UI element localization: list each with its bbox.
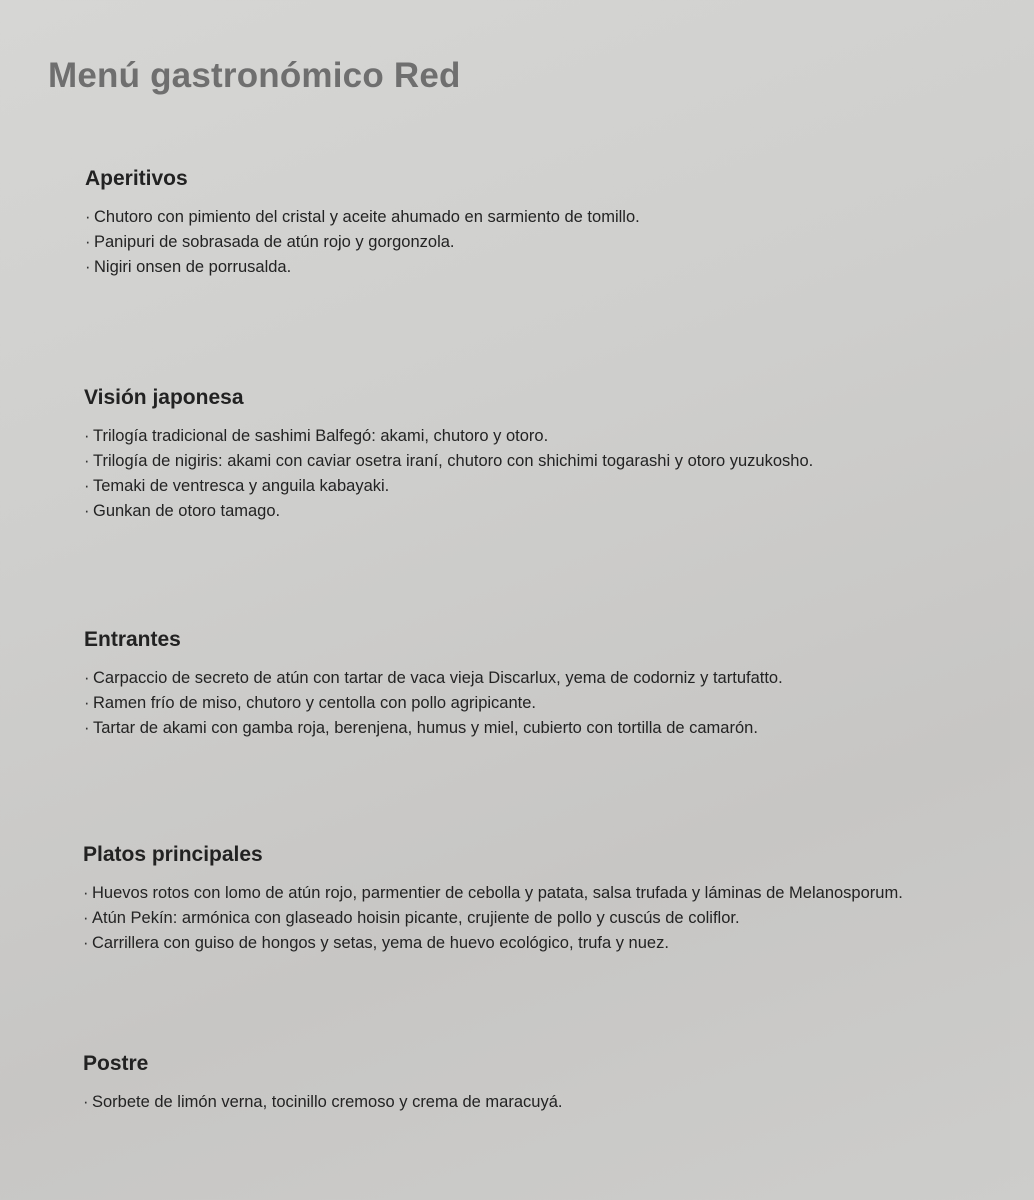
dish-item — [83, 881, 1033, 906]
dish-item — [84, 691, 1034, 716]
section-heading: Platos principales — [83, 843, 263, 866]
dish-list — [83, 881, 1033, 956]
bullet-icon: · — [84, 669, 90, 687]
bullet-icon: · — [85, 258, 91, 276]
dish-list — [84, 666, 1034, 741]
dish-item — [83, 931, 1033, 956]
dish-item — [84, 449, 1034, 474]
bullet-icon: · — [84, 477, 90, 495]
section-heading: Aperitivos — [85, 167, 188, 190]
bullet-icon: · — [85, 208, 91, 226]
dish-item — [84, 499, 1034, 524]
dish-text: Tartar de akami con gamba roja, berenjena, humus y miel, cubierto con tortilla de camarón. — [93, 719, 758, 737]
dish-item — [85, 205, 1034, 230]
dish-text: Atún Pekín: armónica con glaseado hoisin picante, crujiente de pollo y cuscús de coliflor. — [92, 909, 740, 927]
dish-text: Ramen frío de miso, chutoro y centolla con pollo agripicante. — [93, 694, 536, 712]
section-heading: Postre — [83, 1052, 149, 1075]
dish-list — [83, 1090, 1033, 1115]
bullet-icon: · — [84, 719, 90, 737]
bullet-icon: · — [83, 884, 89, 902]
dish-text: Carrillera con guiso de hongos y setas, yema de huevo ecológico, trufa y nuez. — [92, 934, 669, 952]
dish-item — [83, 906, 1033, 931]
dish-text: Nigiri onsen de porrusalda. — [94, 258, 292, 276]
section-vision-japonesa — [84, 386, 1034, 524]
section-heading: Entrantes — [84, 628, 181, 651]
bullet-icon: · — [83, 1093, 89, 1111]
dish-text: Trilogía de nigiris: akami con caviar osetra iraní, chutoro con shichimi togarashi y otoro yuzukosho. — [93, 452, 814, 470]
section-aperitivos — [85, 167, 1034, 280]
dish-list — [84, 424, 1034, 524]
dish-text: Huevos rotos con lomo de atún rojo, parmentier de cebolla y patata, salsa trufada y láminas de Melanosporum. — [92, 884, 903, 902]
dish-text: Carpaccio de secreto de atún con tartar de vaca vieja Discarlux, yema de codorniz y tartufatto. — [93, 669, 783, 687]
section-platos-principales — [83, 843, 1033, 956]
dish-item — [84, 474, 1034, 499]
dish-item — [84, 666, 1034, 691]
dish-text: Chutoro con pimiento del cristal y aceite ahumado en sarmiento de tomillo. — [94, 208, 640, 226]
bullet-icon: · — [84, 452, 90, 470]
section-heading: Visión japonesa — [84, 386, 244, 409]
dish-list — [85, 205, 1034, 280]
bullet-icon: · — [83, 909, 89, 927]
dish-text: Sorbete de limón verna, tocinillo cremoso y crema de maracuyá. — [92, 1093, 563, 1111]
bullet-icon: · — [84, 427, 90, 445]
dish-item — [85, 255, 1034, 280]
bullet-icon: · — [85, 233, 91, 251]
dish-item — [84, 424, 1034, 449]
bullet-icon: · — [84, 694, 90, 712]
bullet-icon: · — [83, 934, 89, 952]
dish-item — [84, 716, 1034, 741]
dish-text: Trilogía tradicional de sashimi Balfegó: akami, chutoro y otoro. — [93, 427, 549, 445]
dish-text: Panipuri de sobrasada de atún rojo y gorgonzola. — [94, 233, 455, 251]
menu-title: Menú gastronómico Red — [48, 56, 461, 95]
dish-item — [83, 1090, 1033, 1115]
bullet-icon: · — [84, 502, 90, 520]
section-entrantes — [84, 628, 1034, 741]
dish-text: Temaki de ventresca y anguila kabayaki. — [93, 477, 390, 495]
section-postre — [83, 1052, 1033, 1115]
dish-item — [85, 230, 1034, 255]
dish-text: Gunkan de otoro tamago. — [93, 502, 281, 520]
